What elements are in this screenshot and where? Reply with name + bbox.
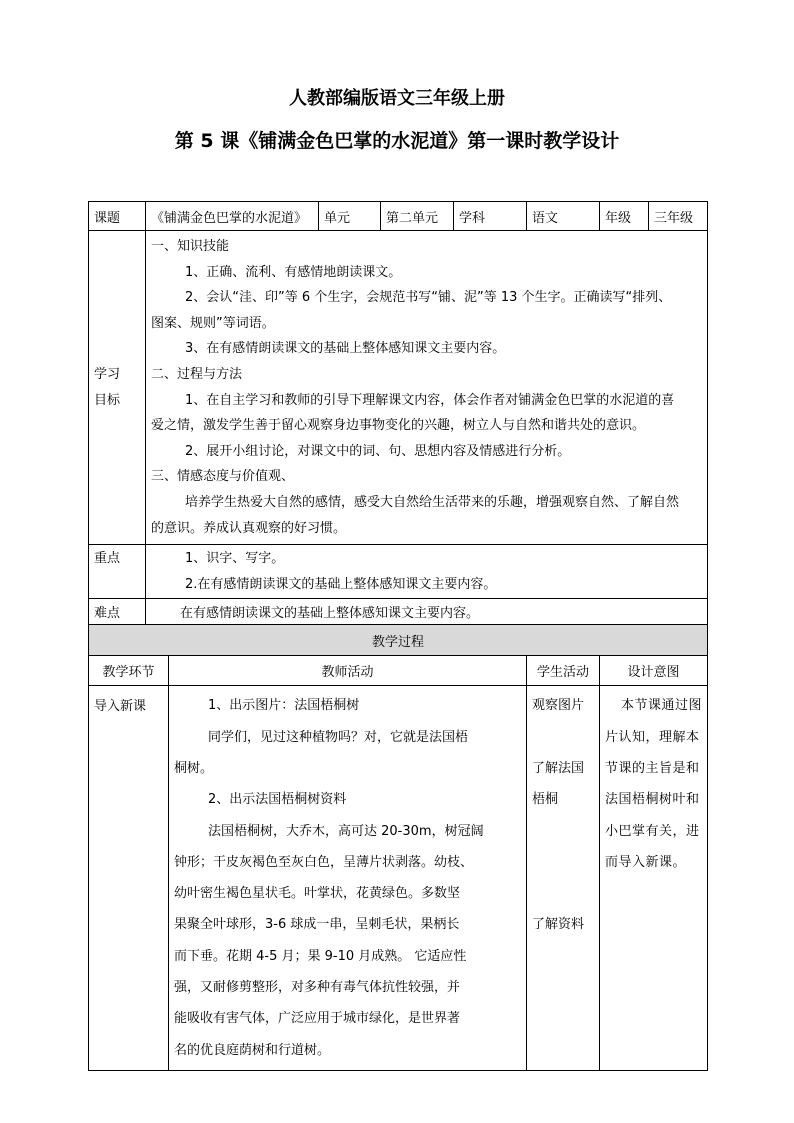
text-line: 了解法国梧桐 — [532, 760, 585, 808]
cell-subject-label: 学科 — [454, 202, 527, 231]
student-activity — [527, 686, 600, 1071]
cell-topic-label: 课题 — [89, 202, 146, 231]
text-line: 2.在有感情朗读课文的基础上整体感知课文主要内容。 — [185, 576, 497, 592]
goals-content — [146, 231, 708, 545]
text-line: 名的优良庭荫树和行道树。 — [174, 1042, 331, 1058]
text-line: 3、在有感情朗读课文的基础上整体感知课文主要内容。 — [185, 341, 506, 357]
text-line: 2、会认“洼、印”等 6 个生字，会规范书写“铺、泥”等 13 个生字。正确读写“排列、 — [185, 290, 672, 306]
text-line: 果聚全叶球形，3-6 球成一串，呈刺毛状，果柄长 — [174, 917, 460, 933]
process-columns-row — [89, 656, 708, 686]
text-line: 节课的主旨是和 — [605, 760, 700, 776]
key-label: 重点 — [89, 545, 146, 599]
text-line: 而下垂。花期 4-5 月；果 9-10 月成熟。 它适应性 — [174, 948, 467, 964]
text-line: 片认知，理解本 — [605, 729, 700, 745]
key-row — [89, 545, 708, 599]
document-subtitle: 第 5 课《铺满金色巴掌的水泥道》第一课时教学设计 — [174, 130, 620, 152]
difficulty-row — [89, 599, 708, 625]
teacher-activity — [169, 686, 527, 1071]
text-line: 钟形；干皮灰褐色至灰白色，呈薄片状剥落。幼枝、 — [174, 854, 474, 870]
text-line: 能吸收有害气体，广泛应用于城市绿化，是世界著 — [174, 1011, 461, 1027]
process-header-row — [89, 625, 708, 656]
text-line: 桐树。 — [174, 760, 214, 776]
cell-topic: 《铺满金色巴掌的水泥道》 — [146, 202, 319, 231]
text-line: 二、过程与方法 — [151, 366, 243, 382]
text-line: 观察图片 — [532, 698, 585, 714]
text-line: 法国梧桐树叶和 — [605, 792, 700, 808]
difficulty-content: 在有感情朗读课文的基础上整体感知课文主要内容。 — [146, 599, 708, 625]
text-line: 三、情感态度与价值观、 — [151, 469, 295, 485]
text-line: 强，又耐修剪整形，对多种有毒气体抗性较强，并 — [174, 979, 461, 995]
document-title: 人教部编版语文三年级上册 — [289, 88, 505, 109]
key-content — [146, 545, 708, 599]
stage-cell: 导入新课 — [89, 686, 169, 1071]
header-row — [89, 202, 708, 231]
col-stage: 教学环节 — [89, 656, 169, 686]
text-line: 幼叶密生褐色星状毛。叶掌状，花黄绿色。多数坚 — [174, 886, 461, 902]
col-student: 学生活动 — [527, 656, 600, 686]
text-line: 2、出示法国梧桐树资料 — [208, 792, 347, 808]
text-line: 本节课通过图 — [621, 698, 703, 714]
col-design: 设计意图 — [600, 656, 708, 686]
text-line: 培养学生热爱大自然的感情，感受大自然给生活带来的乐趣，增强观察自然、了解自然 — [185, 494, 680, 510]
goals-label: 学习 目标 — [89, 231, 146, 545]
cell-grade-label: 年级 — [600, 202, 649, 231]
col-teacher: 教师活动 — [169, 656, 527, 686]
cell-grade: 三年级 — [649, 202, 708, 231]
design-intent — [600, 686, 708, 1071]
text-line: 图案、规则”等词语。 — [151, 315, 275, 331]
process-row — [89, 686, 708, 1071]
difficulty-label: 难点 — [89, 599, 146, 625]
text-line: 了解资料 — [532, 917, 585, 933]
cell-unit: 第二单元 — [381, 202, 454, 231]
text-line: 1、识字、写字。 — [185, 551, 285, 567]
text-line: 小巴掌有关，进 — [605, 823, 700, 839]
process-header: 教学过程 — [89, 625, 708, 656]
text-line: 1、出示图片：法国梧桐树 — [208, 698, 360, 714]
text-line: 法国梧桐树，大乔木，高可达 20-30m，树冠阔 — [208, 823, 484, 839]
lesson-plan-table — [88, 201, 708, 1071]
cell-subject: 语文 — [527, 202, 600, 231]
text-line: 2、展开小组讨论，对课文中的词、句、思想内容及情感进行分析。 — [185, 443, 571, 459]
goals-row — [89, 231, 708, 545]
text-line: 爱之情，激发学生善于留心观察身边事物变化的兴趣，树立人与自然和谐共处的意识。 — [151, 418, 646, 434]
text-line: 一、知识技能 — [151, 239, 230, 254]
text-line: 的意识。养成认真观察的好习惯。 — [151, 520, 347, 536]
text-line: 1、在自主学习和教师的引导下理解课文内容，体会作者对铺满金色巴掌的水泥道的喜 — [185, 392, 675, 408]
text-line: 而导入新课。 — [605, 854, 687, 870]
text-line: 同学们，见过这种植物吗？对，它就是法国梧 — [208, 729, 469, 745]
text-line: 1、正确、流利、有感情地朗读课文。 — [185, 264, 402, 280]
cell-unit-label: 单元 — [319, 202, 381, 231]
